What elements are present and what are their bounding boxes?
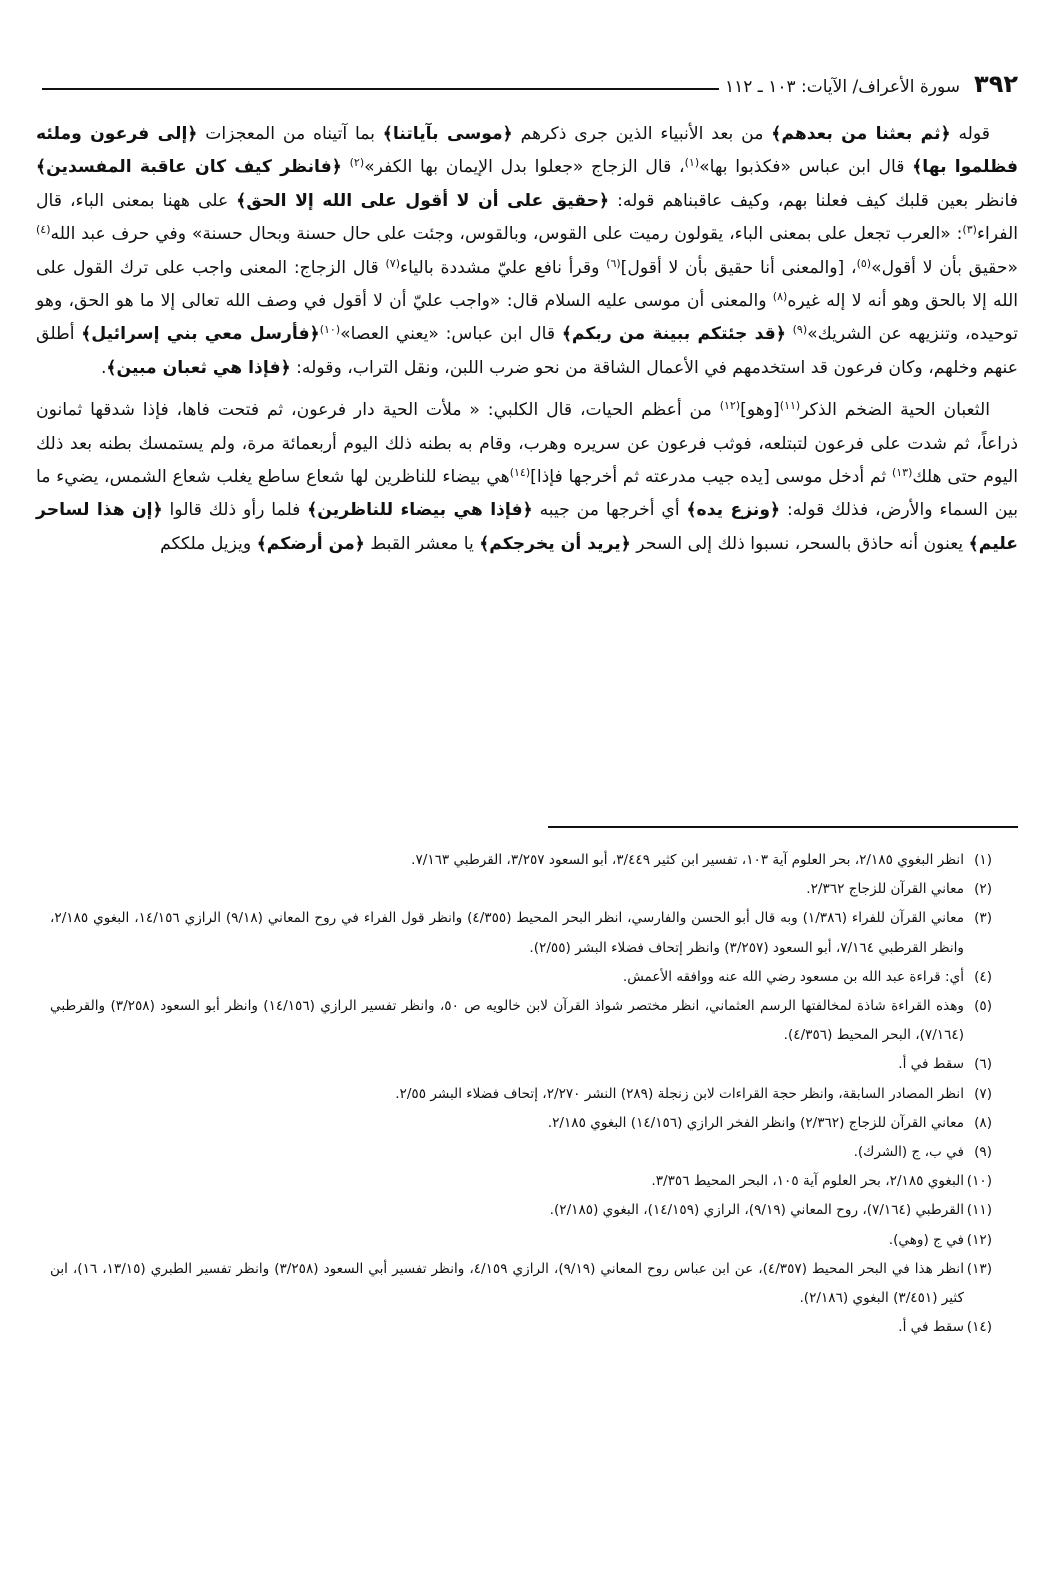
page-number: ٣٩٢ bbox=[974, 70, 1018, 98]
text-run: يا معشر القبط bbox=[364, 533, 480, 554]
footnote-number: (٩) bbox=[974, 1144, 992, 1161]
quran-quote: ﴿إلى فرعون وملئه فظلموا بها﴾ bbox=[36, 124, 1018, 178]
quran-quote: ﴿ونزع يده﴾ bbox=[686, 500, 781, 521]
footnote-ref: (٣) bbox=[962, 223, 977, 237]
footnote-number: (٢) bbox=[974, 881, 992, 898]
footnote-text: معاني القرآن للفراء (١/٣٨٦) وبه قال أبو الحسن والفارسي، انظر البحر المحيط (٤/٣٥٥) وانظر قول الفراء في روح المعاني (٩/١٨) الرازي ١٤/١٥٦، البغوي ٢/١٨٥، وانظر القرطبي ٧/١٦٤، أبو السعود (٣/٢٥٧) وانظر إتحاف فضلاء البشر (٢/٥٥). bbox=[50, 910, 964, 956]
quran-quote: ﴿يريد أن يخرجكم﴾ bbox=[479, 533, 631, 554]
text-run: قال الزجاج: المعنى واجب على ترك القول على الله إلا بالحق وهو أنه لا إله غيره bbox=[36, 257, 1018, 312]
footnote-number: (١٣) bbox=[966, 1260, 992, 1277]
footnote-ref: (٦) bbox=[606, 256, 621, 270]
text-run: وقرأ نافع عليّ مشددة بالياء bbox=[400, 257, 607, 278]
footnote-ref: (١٠) bbox=[319, 323, 341, 337]
quran-quote: ﴿حقيق على أن لا أقول على الله إلا الحق﴾ bbox=[236, 190, 610, 211]
text-run: قال ابن عباس «فكذبوا بها» bbox=[699, 157, 913, 178]
footnote-number: (١٤) bbox=[966, 1319, 992, 1336]
footnote-ref: (١٢) bbox=[719, 399, 741, 413]
running-header bbox=[36, 62, 1018, 96]
text-run: من بعد الأنبياء الذين جرى ذكرهم bbox=[512, 124, 772, 144]
text-run: [وهو] bbox=[740, 400, 780, 421]
quran-quote: ﴿ثم بعثنا من بعدهم﴾ bbox=[771, 124, 951, 144]
footnote bbox=[50, 875, 992, 904]
footnote-text: أي: قراءة عبد الله بن مسعود رضي الله عنه ووافقه الأعمش. bbox=[622, 968, 964, 985]
text-run: قال ابن عباس: «يعني العصا» bbox=[340, 324, 562, 345]
footnote-number: (١) bbox=[974, 852, 992, 868]
footnote-text: البغوي ٢/١٨٥، بحر العلوم آية ١٠٥، البحر المحيط ٣/٣٥٦. bbox=[651, 1173, 964, 1190]
paragraph-1 bbox=[36, 118, 1018, 385]
footnote-ref: (٥) bbox=[856, 256, 872, 270]
footnote bbox=[50, 1167, 992, 1196]
footnote-number: (٣) bbox=[974, 910, 992, 927]
quran-quote: ﴿فإذا هي بيضاء للناظرين﴾ bbox=[307, 500, 533, 521]
text-run: ، [والمعنى أنا حقيق بأن لا أقول] bbox=[620, 257, 857, 278]
text-run: فانظر بعين قلبك كيف فعلنا بهم، وكيف عاقبناهم قوله: bbox=[609, 190, 1019, 211]
footnote-number: (١٢) bbox=[966, 1231, 992, 1248]
footnote-text: انظر المصادر السابقة، وانظر حجة القراءات لابن زنجلة (٢٨٩) النشر ٢/٢٧٠، إتحاف فضلاء البشر ٢/٥٥. bbox=[395, 1085, 964, 1102]
quran-quote: ﴿موسى بآياتنا﴾ bbox=[382, 124, 513, 144]
text-run: «حقيق بأن لا أقول» bbox=[871, 257, 1018, 278]
footnote bbox=[50, 1109, 992, 1138]
quran-quote: ﴿قد جئتكم ببينة من ربكم﴾ bbox=[561, 324, 786, 345]
footnote-ref: (١) bbox=[684, 156, 700, 170]
text-run bbox=[786, 324, 793, 344]
footnote-ref: (٤) bbox=[36, 223, 51, 237]
footnote-text: معاني القرآن للزجاج (٢/٣٦٢) وانظر الفخر الرازي (١٤/١٥٦) البغوي ٢/١٨٥. bbox=[547, 1114, 964, 1131]
footnote-text: وهذه القراءة شاذة لمخالفتها الرسم العثماني، انظر مختصر شواذ القرآن لابن خالويه ص ٥٠، وانظر تفسير الرازي (١٤/١٥٦) وانظر أبو السعود (٣/٢٥٨) والقرطبي (٧/١٦٤)، البحر المحيط (٤/٣٥٦). bbox=[50, 998, 964, 1044]
text-run: : «العرب تجعل على بمعنى الباء، يقولون رميت على القوس، وبالقوس، وجئت على حال حسنة وبحال حسنة» وفي حرف عبد الله bbox=[50, 224, 963, 245]
footnote-number: (١٠) bbox=[966, 1173, 992, 1190]
paragraph-2 bbox=[36, 394, 1018, 561]
footnote-number: (٦) bbox=[974, 1056, 992, 1073]
quran-quote: ﴿إن هذا لساحر عليم﴾ bbox=[36, 500, 1018, 554]
quran-quote: ﴿فأرسل معي بني إسرائيل﴾ bbox=[81, 324, 320, 345]
footnote bbox=[50, 992, 992, 1050]
text-run: فلما رأو ذلك قالوا bbox=[162, 500, 308, 521]
footnote-ref: (١٤) bbox=[509, 466, 531, 480]
footnote-ref: (٩) bbox=[792, 323, 808, 337]
footnote-text: في ب، ج (الشرك). bbox=[853, 1144, 964, 1161]
text-run: الثعبان الحية الضخم الذكر bbox=[800, 400, 990, 421]
footnote-text: انظر هذا في البحر المحيط (٤/٣٥٧)، عن ابن عباس روح المعاني (٩/١٩)، الرازي ٤/١٥٩، وانظر تفسير أبي السعود (٣/٢٥٨) وانظر تفسير الطبري (١٣/١٥، ١٦)، ابن كثير (٣/٤٥١) البغوي (٢/١٨٦). bbox=[50, 1260, 964, 1307]
quran-quote: ﴿فإذا هي ثعبان مبين﴾ bbox=[106, 357, 291, 378]
footnote-text: انظر البغوي ٢/١٨٥، بحر العلوم آية ١٠٣، تفسير ابن كثير ٣/٤٤٩، أبو السعود ٣/٢٥٧، القرطبي ٧/١٦٣. bbox=[411, 852, 964, 868]
footnote-ref: (٨) bbox=[772, 290, 788, 304]
footnote-text: معاني القرآن للزجاج ٢/٣٦٢. bbox=[806, 881, 964, 898]
footnote bbox=[50, 846, 992, 875]
text-run: ، قال الزجاج «جعلوا بدل الإيمان بها الكفر» bbox=[364, 157, 685, 178]
footnote-text: في ج (وهي). bbox=[888, 1231, 964, 1248]
footnote-ref: (٧) bbox=[385, 256, 401, 270]
text-run: أطلق عنهم وخلهم، وكان فرعون قد استخدمهم في الأعمال الشاقة من نحو ضرب اللبن، ونقل التراب، وقوله: bbox=[36, 324, 1018, 378]
text-run: هي بيضاء للناظرين لها شعاع ساطع يغلب شعاع الشمس، يضيء ما بين السماء والأرض، فذلك قوله: bbox=[36, 467, 1018, 521]
footnote-text: سقط في أ. bbox=[898, 1056, 964, 1073]
footnote-number: (١١) bbox=[966, 1202, 992, 1219]
text-run: ويزيل ملككم bbox=[160, 533, 257, 554]
footnote bbox=[50, 963, 992, 992]
footnote bbox=[50, 1313, 992, 1342]
footnote-number: (٥) bbox=[974, 998, 992, 1015]
footnotes bbox=[50, 846, 992, 1342]
text-run: على ههنا بمعنى الباء، قال الفراء bbox=[36, 190, 1018, 245]
footnote-number: (٤) bbox=[974, 968, 992, 985]
text-run: والمعنى أن موسى عليه السلام قال: «واجب عليّ أن لا أقول في وصف الله تعالى إلا ما هو الحق، وهو توحيده، وتنزيهه عن الشريك» bbox=[36, 291, 1018, 345]
footnote bbox=[50, 1138, 992, 1167]
footnote-ref: (١٣) bbox=[891, 466, 913, 480]
text-run: أي أخرجها من جيبه bbox=[532, 500, 687, 521]
main-text bbox=[36, 118, 1018, 561]
text-run: من أعظم الحيات، قال الكلبي: « ملأت الحية دار فرعون، ثم فتحت فاها، فإذا شدقها ثمانون ذراعاً، ثم شدت على فرعون لتبتلعه، فوثب فرعون عن سريره وهرب، وقام به بطنه ذلك اليوم أربعمائة مرة، ولم يستمسك بطنه بعد ذلك اليوم حتى هلك bbox=[36, 400, 1018, 488]
footnote-number: (٨) bbox=[974, 1114, 992, 1131]
text-run: . bbox=[100, 357, 107, 378]
footnote bbox=[50, 904, 992, 962]
footnote-text: سقط في أ. bbox=[898, 1319, 964, 1336]
footnote-number: (٧) bbox=[974, 1085, 992, 1102]
footnote bbox=[50, 1255, 992, 1313]
text-run bbox=[342, 157, 350, 177]
quran-quote: ﴿من أرضكم﴾ bbox=[256, 533, 365, 554]
text-run: ثم أدخل موسى [يده جيب مدرعته ثم أخرجها فإذا] bbox=[530, 467, 892, 488]
footnote bbox=[50, 1080, 992, 1109]
footnote-text: القرطبي (٧/١٦٤)، روح المعاني (٩/١٩)، الرازي (١٤/١٥٩)، البغوي (٢/١٨٥). bbox=[549, 1202, 964, 1219]
footnote-separator bbox=[548, 826, 1018, 828]
footnote bbox=[50, 1226, 992, 1255]
footnote bbox=[50, 1196, 992, 1225]
text-run: يعنون أنه حاذق بالسحر، نسبوا ذلك إلى السحر bbox=[630, 533, 969, 554]
footnote-ref: (١١) bbox=[779, 399, 801, 413]
text-run: قوله bbox=[950, 124, 991, 144]
running-title: سورة الأعراف/ الآيات: ١٠٣ ـ ١١٢ bbox=[725, 77, 961, 97]
quran-quote: ﴿فانظر كيف كان عاقبة المفسدين﴾ bbox=[36, 157, 342, 178]
text-run: بما آتيناه من المعجزات bbox=[197, 124, 383, 144]
footnote-ref: (٢) bbox=[349, 156, 365, 170]
header-rule bbox=[42, 88, 719, 90]
footnote bbox=[50, 1050, 992, 1079]
